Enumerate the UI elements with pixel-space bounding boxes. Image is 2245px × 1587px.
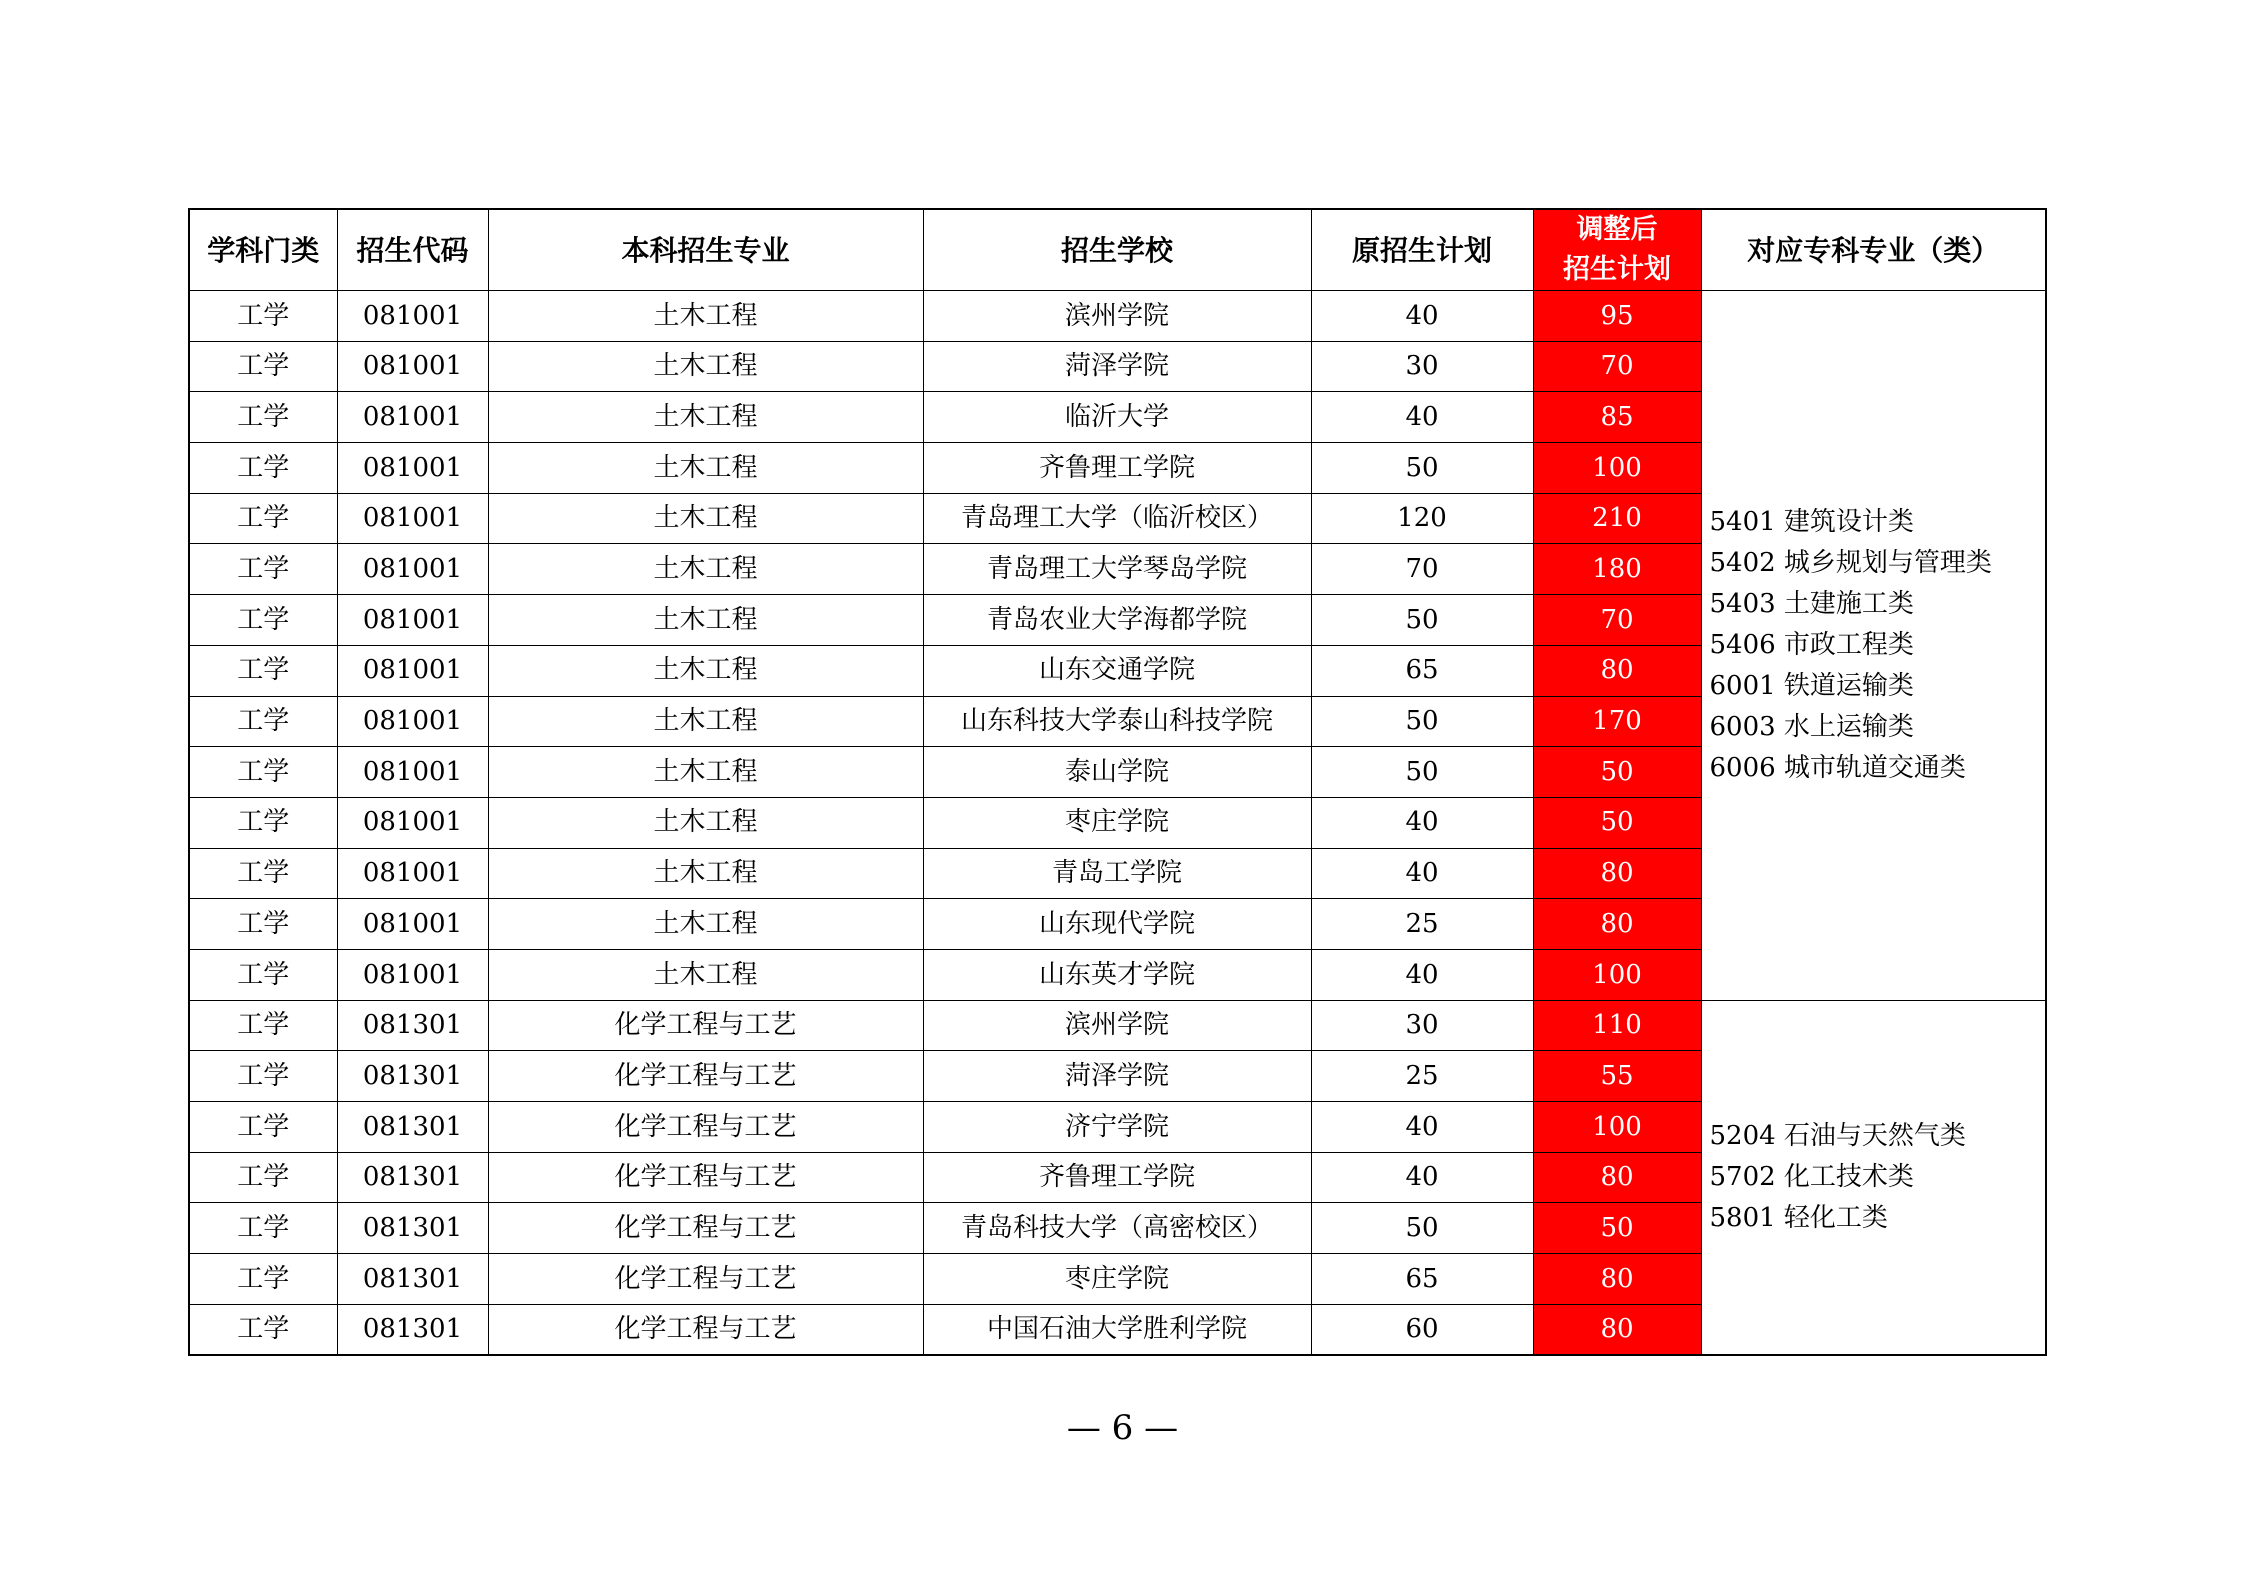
- cell-adjusted-plan: 50: [1533, 1203, 1701, 1254]
- cell-adjusted-plan: 80: [1533, 1254, 1701, 1305]
- cell-school: 山东科技大学泰山科技学院: [923, 696, 1311, 747]
- cell-school: 青岛理工大学（临沂校区）: [923, 493, 1311, 544]
- cell-enrollment-code: 081001: [337, 797, 488, 848]
- cell-original-plan: 60: [1311, 1304, 1533, 1355]
- cell-school: 泰山学院: [923, 747, 1311, 798]
- cell-enrollment-code: 081001: [337, 341, 488, 392]
- cell-school: 菏泽学院: [923, 341, 1311, 392]
- header-adjusted-plan: [1533, 209, 1701, 291]
- cell-school: 青岛科技大学（高密校区）: [923, 1203, 1311, 1254]
- cell-original-plan: 120: [1311, 493, 1533, 544]
- cell-subject-category: 工学: [189, 595, 337, 646]
- cell-corresponding-majors-group1: [1701, 291, 2046, 1001]
- cell-undergrad-major: 土木工程: [488, 443, 923, 494]
- cell-school: 山东交通学院: [923, 645, 1311, 696]
- cell-subject-category: 工学: [189, 797, 337, 848]
- cell-adjusted-plan: 70: [1533, 341, 1701, 392]
- corresponding-major-line: 6001 铁道运输类: [1709, 670, 1914, 701]
- cell-undergrad-major: 化学工程与工艺: [488, 1304, 923, 1355]
- cell-school: 山东现代学院: [923, 899, 1311, 950]
- header-subject-category: 学科门类: [189, 209, 337, 291]
- cell-adjusted-plan: 70: [1533, 595, 1701, 646]
- cell-adjusted-plan: 170: [1533, 696, 1701, 747]
- cell-enrollment-code: 081001: [337, 645, 488, 696]
- cell-adjusted-plan: 180: [1533, 544, 1701, 595]
- cell-adjusted-plan: 95: [1533, 291, 1701, 342]
- corresponding-major-line: 5406 市政工程类: [1709, 629, 1914, 660]
- cell-original-plan: 65: [1311, 1254, 1533, 1305]
- header-adjusted-plan-line1: 调整后: [1576, 214, 1658, 245]
- cell-undergrad-major: 土木工程: [488, 341, 923, 392]
- cell-subject-category: 工学: [189, 443, 337, 494]
- cell-undergrad-major: 土木工程: [488, 291, 923, 342]
- corresponding-major-line: 6006 城市轨道交通类: [1709, 752, 1966, 783]
- cell-subject-category: 工学: [189, 645, 337, 696]
- header-undergrad-major: 本科招生专业: [488, 209, 923, 291]
- cell-adjusted-plan: 80: [1533, 645, 1701, 696]
- cell-undergrad-major: 化学工程与工艺: [488, 1152, 923, 1203]
- table-row: [189, 291, 2046, 342]
- cell-subject-category: 工学: [189, 291, 337, 342]
- cell-undergrad-major: 土木工程: [488, 544, 923, 595]
- cell-adjusted-plan: 80: [1533, 848, 1701, 899]
- corresponding-major-line: 5402 城乡规划与管理类: [1709, 547, 1992, 578]
- cell-subject-category: 工学: [189, 696, 337, 747]
- header-adjusted-plan-line2: 招生计划: [1563, 254, 1671, 285]
- header-enrollment-code: 招生代码: [337, 209, 488, 291]
- cell-original-plan: 40: [1311, 1152, 1533, 1203]
- header-corresponding-majors: 对应专科专业（类）: [1701, 209, 2046, 291]
- cell-undergrad-major: 土木工程: [488, 696, 923, 747]
- cell-adjusted-plan: 50: [1533, 797, 1701, 848]
- enrollment-plan-table: [188, 208, 2047, 1356]
- cell-adjusted-plan: 100: [1533, 443, 1701, 494]
- cell-subject-category: 工学: [189, 747, 337, 798]
- cell-subject-category: 工学: [189, 341, 337, 392]
- cell-subject-category: 工学: [189, 1304, 337, 1355]
- cell-original-plan: 65: [1311, 645, 1533, 696]
- cell-subject-category: 工学: [189, 544, 337, 595]
- cell-adjusted-plan: 110: [1533, 1000, 1701, 1051]
- cell-original-plan: 30: [1311, 1000, 1533, 1051]
- cell-undergrad-major: 土木工程: [488, 747, 923, 798]
- cell-school: 滨州学院: [923, 291, 1311, 342]
- cell-enrollment-code: 081301: [337, 1152, 488, 1203]
- cell-undergrad-major: 土木工程: [488, 797, 923, 848]
- cell-subject-category: 工学: [189, 1102, 337, 1153]
- cell-original-plan: 25: [1311, 899, 1533, 950]
- cell-original-plan: 50: [1311, 443, 1533, 494]
- cell-adjusted-plan: 80: [1533, 1152, 1701, 1203]
- cell-original-plan: 40: [1311, 291, 1533, 342]
- cell-subject-category: 工学: [189, 392, 337, 443]
- cell-enrollment-code: 081001: [337, 595, 488, 646]
- corresponding-major-line: 5204 石油与天然气类: [1709, 1120, 1966, 1151]
- cell-school: 滨州学院: [923, 1000, 1311, 1051]
- cell-undergrad-major: 土木工程: [488, 899, 923, 950]
- cell-subject-category: 工学: [189, 949, 337, 1000]
- cell-school: 中国石油大学胜利学院: [923, 1304, 1311, 1355]
- header-original-plan: 原招生计划: [1311, 209, 1533, 291]
- cell-enrollment-code: 081001: [337, 949, 488, 1000]
- cell-adjusted-plan: 210: [1533, 493, 1701, 544]
- cell-school: 临沂大学: [923, 392, 1311, 443]
- cell-enrollment-code: 081001: [337, 848, 488, 899]
- cell-corresponding-majors-group2: [1701, 1000, 2046, 1355]
- cell-subject-category: 工学: [189, 1254, 337, 1305]
- cell-enrollment-code: 081301: [337, 1304, 488, 1355]
- cell-subject-category: 工学: [189, 493, 337, 544]
- cell-original-plan: 30: [1311, 341, 1533, 392]
- cell-subject-category: 工学: [189, 1203, 337, 1254]
- cell-school: 青岛农业大学海都学院: [923, 595, 1311, 646]
- cell-undergrad-major: 土木工程: [488, 493, 923, 544]
- cell-adjusted-plan: 80: [1533, 899, 1701, 950]
- cell-undergrad-major: 土木工程: [488, 595, 923, 646]
- cell-original-plan: 70: [1311, 544, 1533, 595]
- cell-undergrad-major: 化学工程与工艺: [488, 1051, 923, 1102]
- cell-undergrad-major: 化学工程与工艺: [488, 1254, 923, 1305]
- cell-undergrad-major: 土木工程: [488, 645, 923, 696]
- cell-original-plan: 50: [1311, 696, 1533, 747]
- page-number: — 6 —: [1066, 1408, 1179, 1448]
- cell-subject-category: 工学: [189, 1000, 337, 1051]
- header-school: 招生学校: [923, 209, 1311, 291]
- cell-school: 青岛工学院: [923, 848, 1311, 899]
- cell-original-plan: 40: [1311, 797, 1533, 848]
- corresponding-major-line: 6003 水上运输类: [1709, 711, 1914, 742]
- corresponding-major-line: 5801 轻化工类: [1709, 1202, 1888, 1233]
- cell-original-plan: 50: [1311, 595, 1533, 646]
- cell-enrollment-code: 081001: [337, 696, 488, 747]
- cell-original-plan: 40: [1311, 848, 1533, 899]
- cell-enrollment-code: 081001: [337, 544, 488, 595]
- table-row: [189, 1000, 2046, 1051]
- cell-original-plan: 25: [1311, 1051, 1533, 1102]
- cell-school: 菏泽学院: [923, 1051, 1311, 1102]
- cell-subject-category: 工学: [189, 899, 337, 950]
- cell-undergrad-major: 土木工程: [488, 392, 923, 443]
- cell-subject-category: 工学: [189, 848, 337, 899]
- cell-undergrad-major: 化学工程与工艺: [488, 1102, 923, 1153]
- cell-adjusted-plan: 100: [1533, 949, 1701, 1000]
- cell-school: 山东英才学院: [923, 949, 1311, 1000]
- cell-school: 青岛理工大学琴岛学院: [923, 544, 1311, 595]
- cell-school: 齐鲁理工学院: [923, 443, 1311, 494]
- cell-enrollment-code: 081001: [337, 443, 488, 494]
- corresponding-major-line: 5401 建筑设计类: [1709, 506, 1914, 537]
- cell-undergrad-major: 化学工程与工艺: [488, 1203, 923, 1254]
- cell-enrollment-code: 081301: [337, 1102, 488, 1153]
- cell-undergrad-major: 化学工程与工艺: [488, 1000, 923, 1051]
- corresponding-major-line: 5702 化工技术类: [1709, 1161, 1914, 1192]
- cell-subject-category: 工学: [189, 1051, 337, 1102]
- cell-enrollment-code: 081301: [337, 1254, 488, 1305]
- cell-adjusted-plan: 85: [1533, 392, 1701, 443]
- cell-school: 齐鲁理工学院: [923, 1152, 1311, 1203]
- cell-school: 济宁学院: [923, 1102, 1311, 1153]
- corresponding-major-line: 5403 土建施工类: [1709, 588, 1914, 619]
- table-header-row: [189, 209, 2046, 291]
- cell-original-plan: 40: [1311, 392, 1533, 443]
- cell-undergrad-major: 土木工程: [488, 949, 923, 1000]
- cell-adjusted-plan: 100: [1533, 1102, 1701, 1153]
- cell-adjusted-plan: 50: [1533, 747, 1701, 798]
- cell-enrollment-code: 081301: [337, 1203, 488, 1254]
- cell-adjusted-plan: 80: [1533, 1304, 1701, 1355]
- cell-enrollment-code: 081001: [337, 493, 488, 544]
- cell-undergrad-major: 土木工程: [488, 848, 923, 899]
- cell-original-plan: 50: [1311, 1203, 1533, 1254]
- cell-subject-category: 工学: [189, 1152, 337, 1203]
- cell-enrollment-code: 081001: [337, 747, 488, 798]
- cell-enrollment-code: 081001: [337, 392, 488, 443]
- cell-enrollment-code: 081001: [337, 899, 488, 950]
- cell-original-plan: 40: [1311, 1102, 1533, 1153]
- cell-school: 枣庄学院: [923, 1254, 1311, 1305]
- cell-original-plan: 40: [1311, 949, 1533, 1000]
- cell-enrollment-code: 081001: [337, 291, 488, 342]
- cell-enrollment-code: 081301: [337, 1051, 488, 1102]
- cell-original-plan: 50: [1311, 747, 1533, 798]
- cell-school: 枣庄学院: [923, 797, 1311, 848]
- cell-adjusted-plan: 55: [1533, 1051, 1701, 1102]
- cell-enrollment-code: 081301: [337, 1000, 488, 1051]
